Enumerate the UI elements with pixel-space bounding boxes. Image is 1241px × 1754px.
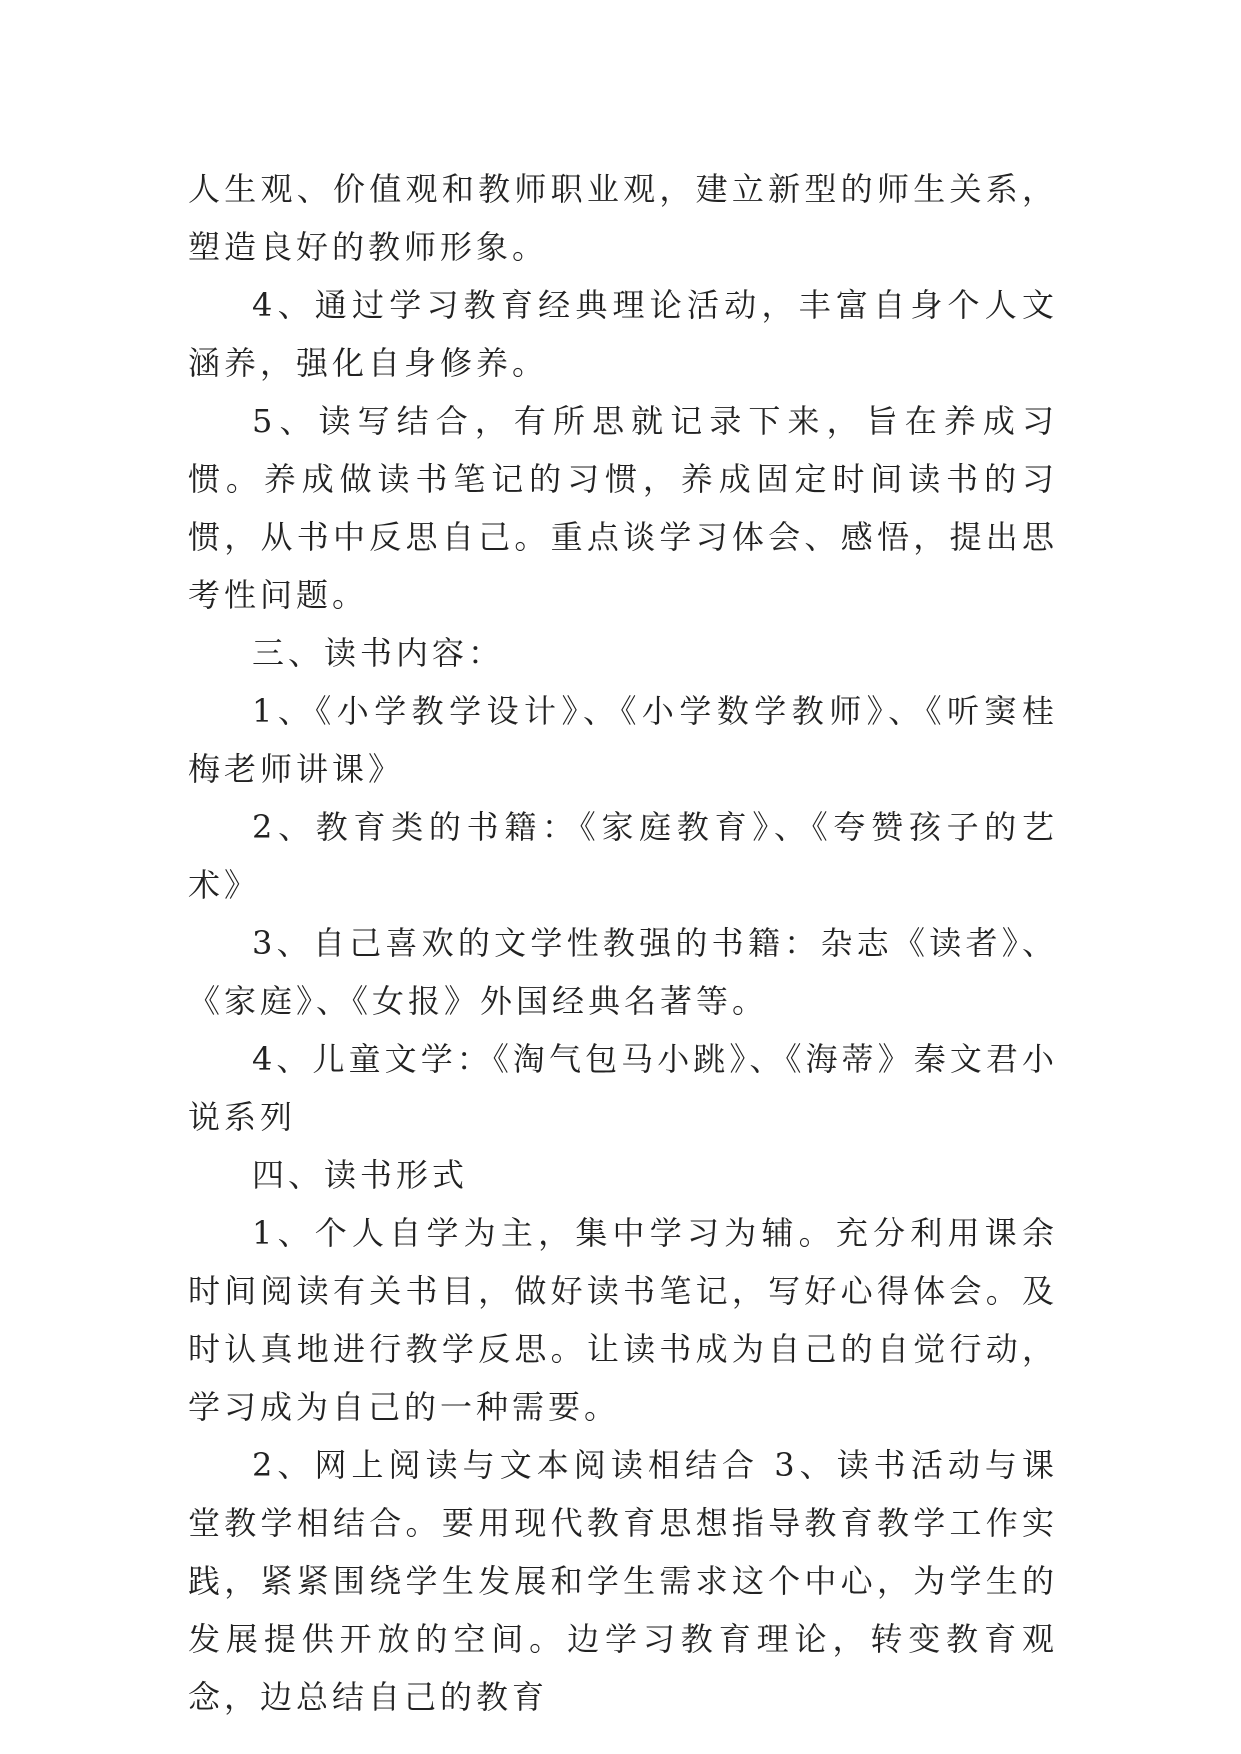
paragraph: 1、个人自学为主，集中学习为辅。充分利用课余时间阅读有关书目，做好读书笔记，写好心得体会。及时认真地进行教学反思。让读书成为自己的自觉行动，学习成为自己的一种需要。 [188,1214,1058,1426]
paragraph: 2、教育类的书籍：《家庭教育》、《夸赞孩子的艺术》 [188,808,1058,904]
paragraph: 1、《小学教学设计》、《小学数学教师》、《听窦桂梅老师讲课》 [188,692,1058,788]
paragraph: 4、儿童文学：《淘气包马小跳》、《海蒂》秦文君小说系列 [188,1040,1058,1136]
paragraph: 2、网上阅读与文本阅读相结合 3、读书活动与课堂教学相结合。要用现代教育思想指导教育教学工作实践，紧紧围绕学生发展和学生需求这个中心，为学生的发展提供开放的空间。边学习教育理论，转变教育观念，边总结自己的教育 [188,1446,1058,1716]
section-heading: 三、读书内容： [252,634,505,672]
paragraph: 3、自己喜欢的文学性教强的书籍：杂志《读者》、《家庭》、《女报》外国经典名著等。 [188,924,1058,1020]
paragraph: 4、通过学习教育经典理论活动，丰富自身个人文涵养，强化自身修养。 [188,286,1058,382]
document-body [188,160,1058,1726]
section-heading: 四、读书形式 [252,1156,469,1194]
paragraph: 5、读写结合，有所思就记录下来，旨在养成习惯。养成做读书笔记的习惯，养成固定时间读书的习惯，从书中反思自己。重点谈学习体会、感悟，提出思考性问题。 [188,402,1058,614]
paragraph: 人生观、价值观和教师职业观，建立新型的师生关系，塑造良好的教师形象。 [188,170,1058,266]
